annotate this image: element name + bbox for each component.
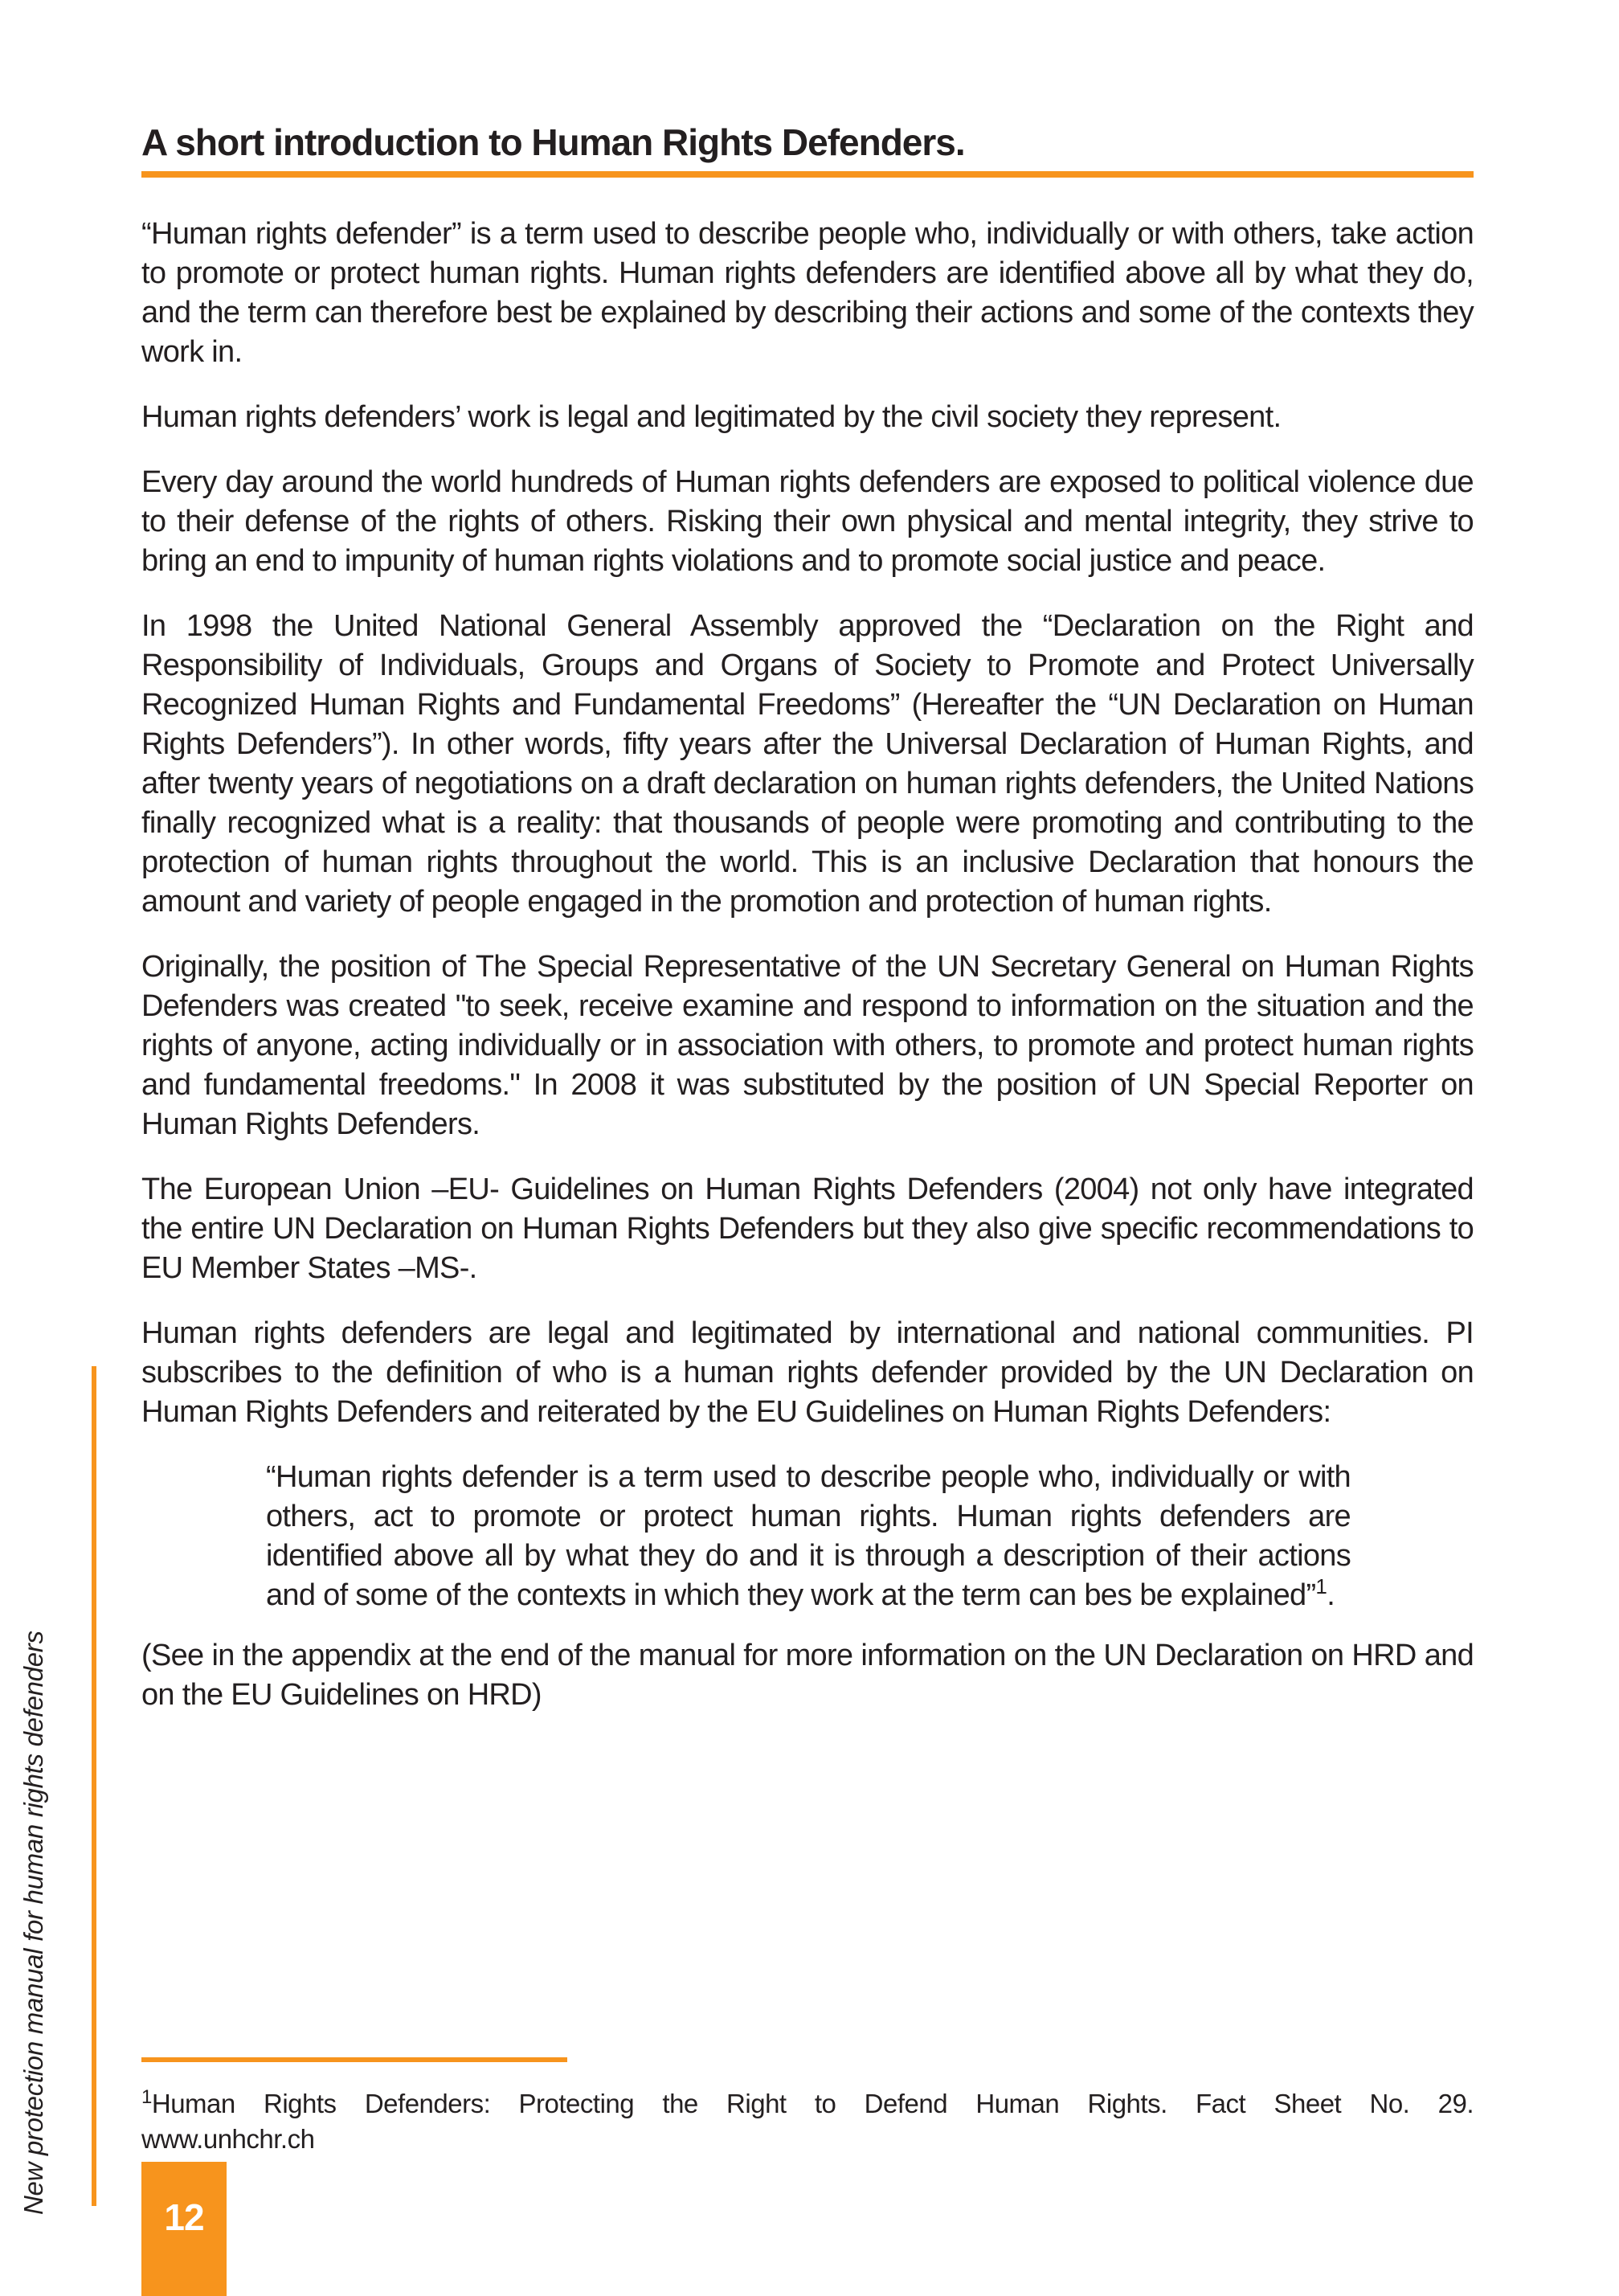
- page-title: A short introduction to Human Rights Defenders.: [141, 121, 965, 163]
- footnote-reference-superscript: 1: [1315, 1574, 1327, 1598]
- footnote-separator-rule: [141, 2057, 567, 2062]
- sidebar-vertical-caption: New protection manual for human rights defenders: [18, 1631, 48, 2215]
- paragraph: Human rights defenders are legal and legitimated by international and national communities. PI subscribes to the definition of who is a human rights defender provided by the UN Declaration on Human Rights Defenders and reiterated by the EU Guidelines on Human Rights Defenders:: [141, 1316, 1474, 1429]
- paragraph: The European Union –EU- Guidelines on Human Rights Defenders (2004) not only have integrated the entire UN Declaration on Human Rights Defenders but they also give specific recommendations to EU Member States –MS-.: [141, 1172, 1474, 1285]
- footnote-number-superscript: 1: [141, 2086, 152, 2108]
- footnote-citation: Human Rights Defenders: Protecting the Right to Defend Human Rights. Fact Sheet No. 29.: [151, 2089, 1474, 2118]
- paragraph: Human rights defenders’ work is legal and legitimated by the civil society they represent.: [141, 399, 1282, 434]
- paragraph: Every day around the world hundreds of Human rights defenders are exposed to political violence due to their defense of the rights of others. Risking their own physical and mental integrity, they strive to bring an end to impunity of human rights violations and to promote social justice and peace.: [141, 465, 1474, 578]
- title-underline-rule: [141, 171, 1474, 178]
- footnote-text: [141, 2086, 1474, 2122]
- footnote-section: [141, 2057, 1474, 2157]
- main-text-column: [141, 122, 1474, 1741]
- paragraph: In 1998 the United National General Assembly approved the “Declaration on the Right and Responsibility of Individuals, Groups and Organs of Society to Promote and Protect Universally Recognized Human Rights and Fundamental Freedoms” (Hereafter the “UN Declaration on Human Rights Defenders”). In other words, fifty years after the Universal Declaration of Human Rights, and after twenty years of negotiations on a draft declaration on human rights defenders, the United Nations finally recognized what is a reality: that thousands of people were promoting and contributing to the protection of human rights throughout the world. This is an inclusive Declaration that honours the amount and variety of people engaged in the promotion and protection of human rights.: [141, 608, 1474, 919]
- paragraph: “Human rights defender” is a term used to describe people who, individually or with others, take action to promote or protect human rights. Human rights defenders are identified above all by what they do, and the term can therefore best be explained by describing their actions and some of the contexts they work in.: [141, 216, 1474, 369]
- page-number-box: [141, 2162, 227, 2296]
- footnote-url: www.unhchr.ch: [141, 2124, 315, 2154]
- page-number: 12: [164, 2196, 204, 2238]
- sidebar-vertical-rule: [92, 1366, 96, 2206]
- blockquote-suffix: .: [1327, 1578, 1335, 1612]
- paragraph: Originally, the position of The Special Representative of the UN Secretary General on Human Rights Defenders was created "to seek, receive examine and respond to information on the situation and the rights of anyone, acting individually or in association with others, to promote and protect human rights and fundamental freedoms." In 2008 it was substituted by the position of UN Special Reporter on Human Rights Defenders.: [141, 949, 1474, 1141]
- blockquote-text: “Human rights defender is a term used to describe people who, individually or with others, act to promote or protect human rights. Human rights defenders are identified above all by what they do and it is through a description of their actions and of some of the contexts in which they work at the term can bes be explained”: [266, 1459, 1351, 1612]
- appendix-note: (See in the appendix at the end of the manual for more information on the UN Declaration on HRD and on the EU Guidelines on HRD): [141, 1638, 1474, 1712]
- blockquote: [266, 1458, 1351, 1615]
